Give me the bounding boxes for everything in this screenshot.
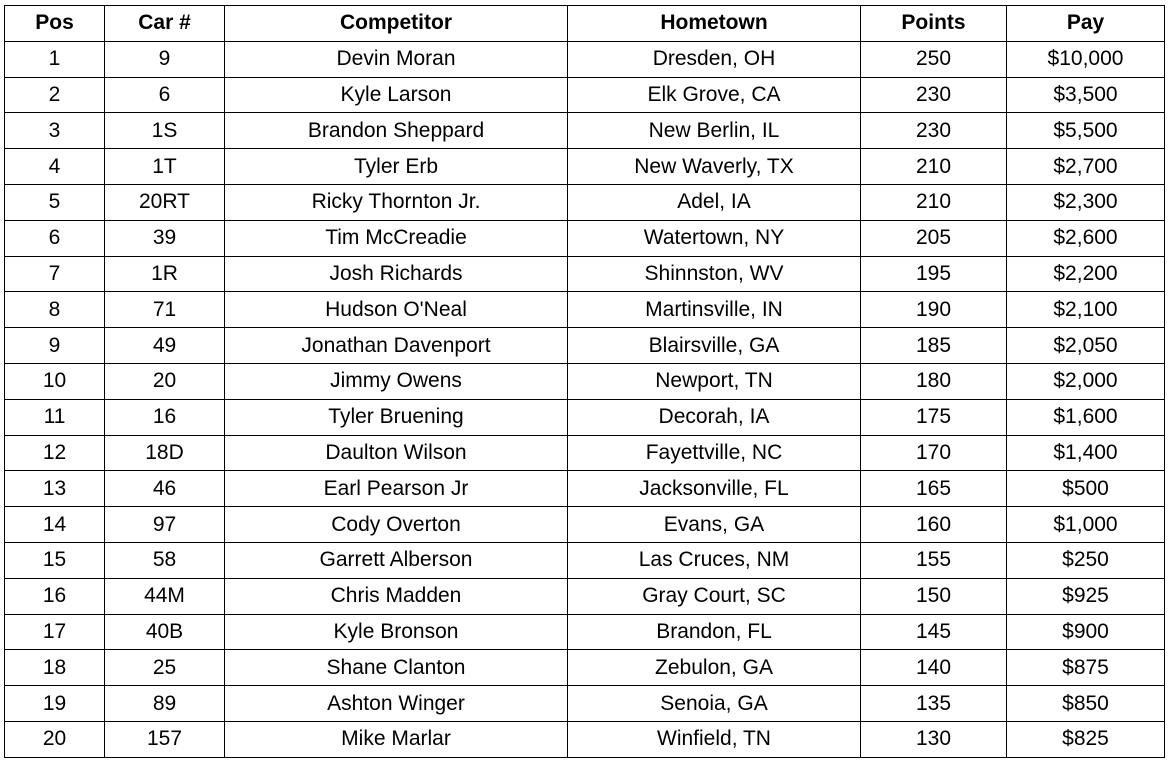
cell-hometown: Zebulon, GA [568, 650, 861, 686]
table-header [5, 6, 1165, 42]
cell-pos: 14 [5, 507, 105, 543]
cell-car: 97 [105, 507, 225, 543]
cell-hometown: Decorah, IA [568, 399, 861, 435]
cell-car: 16 [105, 399, 225, 435]
cell-points: 205 [861, 220, 1007, 256]
cell-hometown: Shinnston, WV [568, 256, 861, 292]
cell-hometown: New Berlin, IL [568, 113, 861, 149]
cell-pay: $2,200 [1007, 256, 1165, 292]
cell-pos: 6 [5, 220, 105, 256]
table-row [5, 41, 1165, 77]
cell-competitor: Tim McCreadie [225, 220, 568, 256]
cell-pay: $1,600 [1007, 399, 1165, 435]
cell-car: 71 [105, 292, 225, 328]
cell-points: 230 [861, 113, 1007, 149]
table-row [5, 292, 1165, 328]
table-row [5, 77, 1165, 113]
cell-competitor: Hudson O'Neal [225, 292, 568, 328]
cell-hometown: New Waverly, TX [568, 149, 861, 185]
cell-car: 20 [105, 363, 225, 399]
cell-pay: $250 [1007, 542, 1165, 578]
table-row [5, 149, 1165, 185]
cell-points: 160 [861, 507, 1007, 543]
cell-car: 39 [105, 220, 225, 256]
cell-pay: $3,500 [1007, 77, 1165, 113]
cell-pay: $875 [1007, 650, 1165, 686]
cell-pay: $925 [1007, 578, 1165, 614]
cell-competitor: Chris Madden [225, 578, 568, 614]
cell-hometown: Adel, IA [568, 184, 861, 220]
table-row [5, 363, 1165, 399]
cell-car: 46 [105, 471, 225, 507]
cell-pay: $2,700 [1007, 149, 1165, 185]
cell-pay: $825 [1007, 721, 1165, 757]
cell-points: 145 [861, 614, 1007, 650]
cell-hometown: Fayettville, NC [568, 435, 861, 471]
cell-car: 1T [105, 149, 225, 185]
cell-competitor: Shane Clanton [225, 650, 568, 686]
cell-car: 89 [105, 686, 225, 722]
cell-competitor: Jimmy Owens [225, 363, 568, 399]
cell-hometown: Senoia, GA [568, 686, 861, 722]
cell-pos: 8 [5, 292, 105, 328]
cell-pos: 4 [5, 149, 105, 185]
cell-car: 58 [105, 542, 225, 578]
cell-points: 165 [861, 471, 1007, 507]
cell-hometown: Watertown, NY [568, 220, 861, 256]
cell-hometown: Newport, TN [568, 363, 861, 399]
cell-car: 6 [105, 77, 225, 113]
cell-car: 20RT [105, 184, 225, 220]
table-row [5, 686, 1165, 722]
cell-pos: 19 [5, 686, 105, 722]
cell-pay: $10,000 [1007, 41, 1165, 77]
cell-hometown: Gray Court, SC [568, 578, 861, 614]
cell-competitor: Josh Richards [225, 256, 568, 292]
cell-competitor: Devin Moran [225, 41, 568, 77]
cell-hometown: Winfield, TN [568, 721, 861, 757]
cell-competitor: Daulton Wilson [225, 435, 568, 471]
cell-car: 44M [105, 578, 225, 614]
cell-pos: 11 [5, 399, 105, 435]
cell-hometown: Elk Grove, CA [568, 77, 861, 113]
cell-pay: $2,050 [1007, 328, 1165, 364]
cell-points: 190 [861, 292, 1007, 328]
cell-pay: $2,600 [1007, 220, 1165, 256]
cell-car: 49 [105, 328, 225, 364]
cell-pos: 13 [5, 471, 105, 507]
cell-competitor: Kyle Larson [225, 77, 568, 113]
header-pos: Pos [5, 6, 105, 42]
cell-points: 155 [861, 542, 1007, 578]
cell-pos: 7 [5, 256, 105, 292]
header-competitor: Competitor [225, 6, 568, 42]
cell-hometown: Jacksonville, FL [568, 471, 861, 507]
cell-car: 1S [105, 113, 225, 149]
table-row [5, 256, 1165, 292]
header-hometown: Hometown [568, 6, 861, 42]
header-pay: Pay [1007, 6, 1165, 42]
cell-pos: 15 [5, 542, 105, 578]
cell-pos: 17 [5, 614, 105, 650]
table-row [5, 220, 1165, 256]
cell-pos: 20 [5, 721, 105, 757]
cell-competitor: Earl Pearson Jr [225, 471, 568, 507]
cell-car: 9 [105, 41, 225, 77]
cell-points: 195 [861, 256, 1007, 292]
cell-points: 140 [861, 650, 1007, 686]
cell-pos: 2 [5, 77, 105, 113]
table-row [5, 578, 1165, 614]
cell-competitor: Cody Overton [225, 507, 568, 543]
cell-pos: 5 [5, 184, 105, 220]
cell-points: 135 [861, 686, 1007, 722]
cell-car: 18D [105, 435, 225, 471]
table-row [5, 435, 1165, 471]
table-row [5, 184, 1165, 220]
cell-hometown: Brandon, FL [568, 614, 861, 650]
header-points: Points [861, 6, 1007, 42]
cell-hometown: Blairsville, GA [568, 328, 861, 364]
cell-competitor: Tyler Bruening [225, 399, 568, 435]
cell-points: 210 [861, 149, 1007, 185]
cell-hometown: Evans, GA [568, 507, 861, 543]
table-body [5, 41, 1165, 757]
results-table-container [4, 5, 1165, 758]
cell-points: 130 [861, 721, 1007, 757]
cell-pos: 18 [5, 650, 105, 686]
cell-pay: $2,100 [1007, 292, 1165, 328]
cell-competitor: Mike Marlar [225, 721, 568, 757]
cell-car: 1R [105, 256, 225, 292]
cell-pay: $900 [1007, 614, 1165, 650]
table-row [5, 614, 1165, 650]
table-row [5, 650, 1165, 686]
table-row [5, 507, 1165, 543]
results-table [4, 5, 1165, 758]
cell-pos: 1 [5, 41, 105, 77]
cell-pay: $850 [1007, 686, 1165, 722]
cell-competitor: Kyle Bronson [225, 614, 568, 650]
cell-hometown: Martinsville, IN [568, 292, 861, 328]
table-row [5, 328, 1165, 364]
table-row [5, 399, 1165, 435]
cell-points: 250 [861, 41, 1007, 77]
cell-points: 185 [861, 328, 1007, 364]
cell-points: 170 [861, 435, 1007, 471]
cell-pos: 12 [5, 435, 105, 471]
cell-points: 230 [861, 77, 1007, 113]
cell-pos: 3 [5, 113, 105, 149]
cell-competitor: Ashton Winger [225, 686, 568, 722]
cell-pay: $500 [1007, 471, 1165, 507]
cell-pay: $2,000 [1007, 363, 1165, 399]
cell-car: 25 [105, 650, 225, 686]
table-row [5, 471, 1165, 507]
cell-car: 40B [105, 614, 225, 650]
cell-points: 150 [861, 578, 1007, 614]
table-row [5, 721, 1165, 757]
header-row [5, 6, 1165, 42]
cell-competitor: Ricky Thornton Jr. [225, 184, 568, 220]
cell-pos: 10 [5, 363, 105, 399]
cell-competitor: Tyler Erb [225, 149, 568, 185]
cell-pay: $1,000 [1007, 507, 1165, 543]
header-car: Car # [105, 6, 225, 42]
cell-hometown: Dresden, OH [568, 41, 861, 77]
table-row [5, 542, 1165, 578]
cell-points: 180 [861, 363, 1007, 399]
cell-pay: $2,300 [1007, 184, 1165, 220]
cell-competitor: Jonathan Davenport [225, 328, 568, 364]
cell-car: 157 [105, 721, 225, 757]
cell-pos: 16 [5, 578, 105, 614]
table-row [5, 113, 1165, 149]
cell-pay: $1,400 [1007, 435, 1165, 471]
cell-points: 210 [861, 184, 1007, 220]
cell-competitor: Brandon Sheppard [225, 113, 568, 149]
cell-pos: 9 [5, 328, 105, 364]
cell-points: 175 [861, 399, 1007, 435]
cell-hometown: Las Cruces, NM [568, 542, 861, 578]
cell-pay: $5,500 [1007, 113, 1165, 149]
cell-competitor: Garrett Alberson [225, 542, 568, 578]
